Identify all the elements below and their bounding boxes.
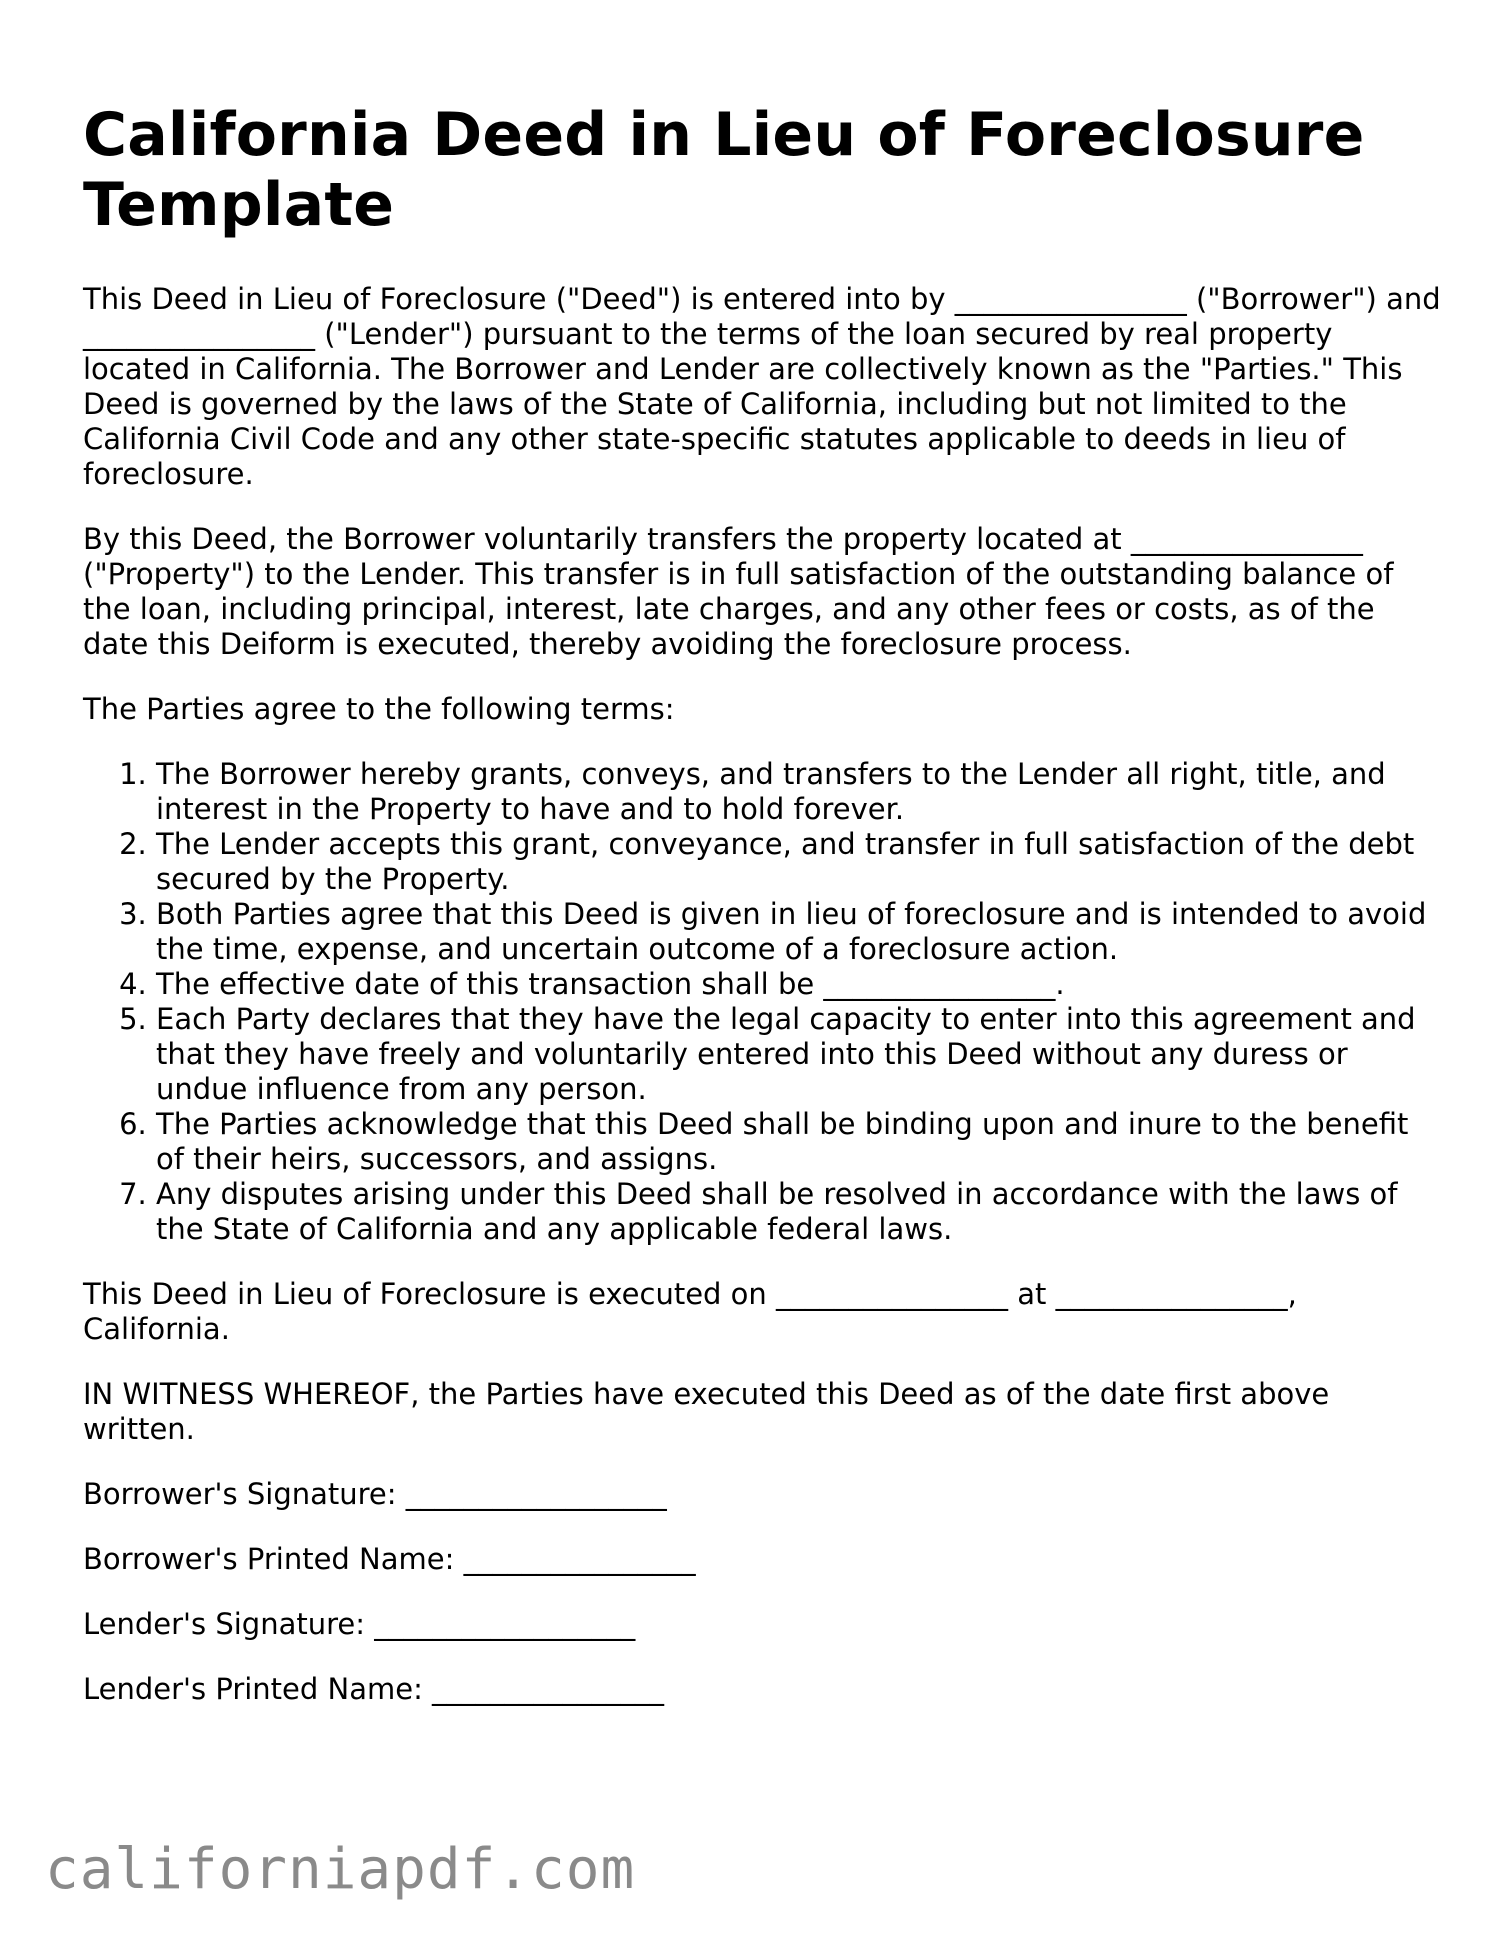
borrower-signature-line: Borrower's Signature: __________________: [83, 1477, 667, 1511]
witness-paragraph: IN WITNESS WHEREOF, the Parties have executed this Deed as of the date first above written.: [83, 1377, 1330, 1446]
term-item: 6. The Parties acknowledge that this Deed shall be binding upon and inure to the benefit of their heirs, successors, and assigns.: [156, 1107, 1443, 1177]
transfer-paragraph: By this Deed, the Borrower voluntarily transfers the property located at ________________ ("Property") to the Lender. This transfer is in full satisfaction of the outstanding balance of the loan, including principal, interest, late charges, and any other fees or costs, as of the date this Deiform is executed, thereby avoiding the foreclosure process.: [83, 522, 1394, 661]
document-title: California Deed in Lieu of Foreclosure Template: [83, 100, 1365, 240]
term-item: 2. The Lender accepts this grant, conveyance, and transfer in full satisfaction of the debt secured by the Property.: [156, 827, 1443, 897]
term-item: 5. Each Party declares that they have the legal capacity to enter into this agreement and that they have freely and voluntarily entered into this Deed without any duress or undue influence from any person.: [156, 1002, 1443, 1107]
terms-list: [83, 757, 1443, 1247]
execution-paragraph: This Deed in Lieu of Foreclosure is executed on ________________ at ________________, California.: [83, 1277, 1297, 1346]
lender-printed-name-line: Lender's Printed Name: ________________: [83, 1672, 665, 1706]
document-page: [83, 100, 1443, 1737]
terms-intro: The Parties agree to the following terms:: [83, 692, 675, 726]
term-item: 4. The effective date of this transaction shall be ________________.: [156, 967, 1443, 1002]
borrower-printed-name-line: Borrower's Printed Name: ________________: [83, 1542, 696, 1576]
term-item: 1. The Borrower hereby grants, conveys, and transfers to the Lender all right, title, and interest in the Property to have and to hold forever.: [156, 757, 1443, 827]
lender-signature-line: Lender's Signature: __________________: [83, 1607, 636, 1641]
term-item: 3. Both Parties agree that this Deed is given in lieu of foreclosure and is intended to avoid the time, expense, and uncertain outcome of a foreclosure action.: [156, 897, 1443, 967]
term-item: 7. Any disputes arising under this Deed shall be resolved in accordance with the laws of the State of California and any applicable federal laws.: [156, 1177, 1443, 1247]
watermark-text: californiapdf.com: [45, 1837, 636, 1902]
intro-paragraph: This Deed in Lieu of Foreclosure ("Deed") is entered into by ________________ ("Borrower") and ________________ ("Lender") pursuant to the terms of the loan secured by real property located in California. The Borrower and Lender are collectively known as the "Parties." This Deed is governed by the laws of the State of California, including but not limited to the California Civil Code and any other state-specific statutes applicable to deeds in lieu of foreclosure.: [83, 282, 1441, 491]
